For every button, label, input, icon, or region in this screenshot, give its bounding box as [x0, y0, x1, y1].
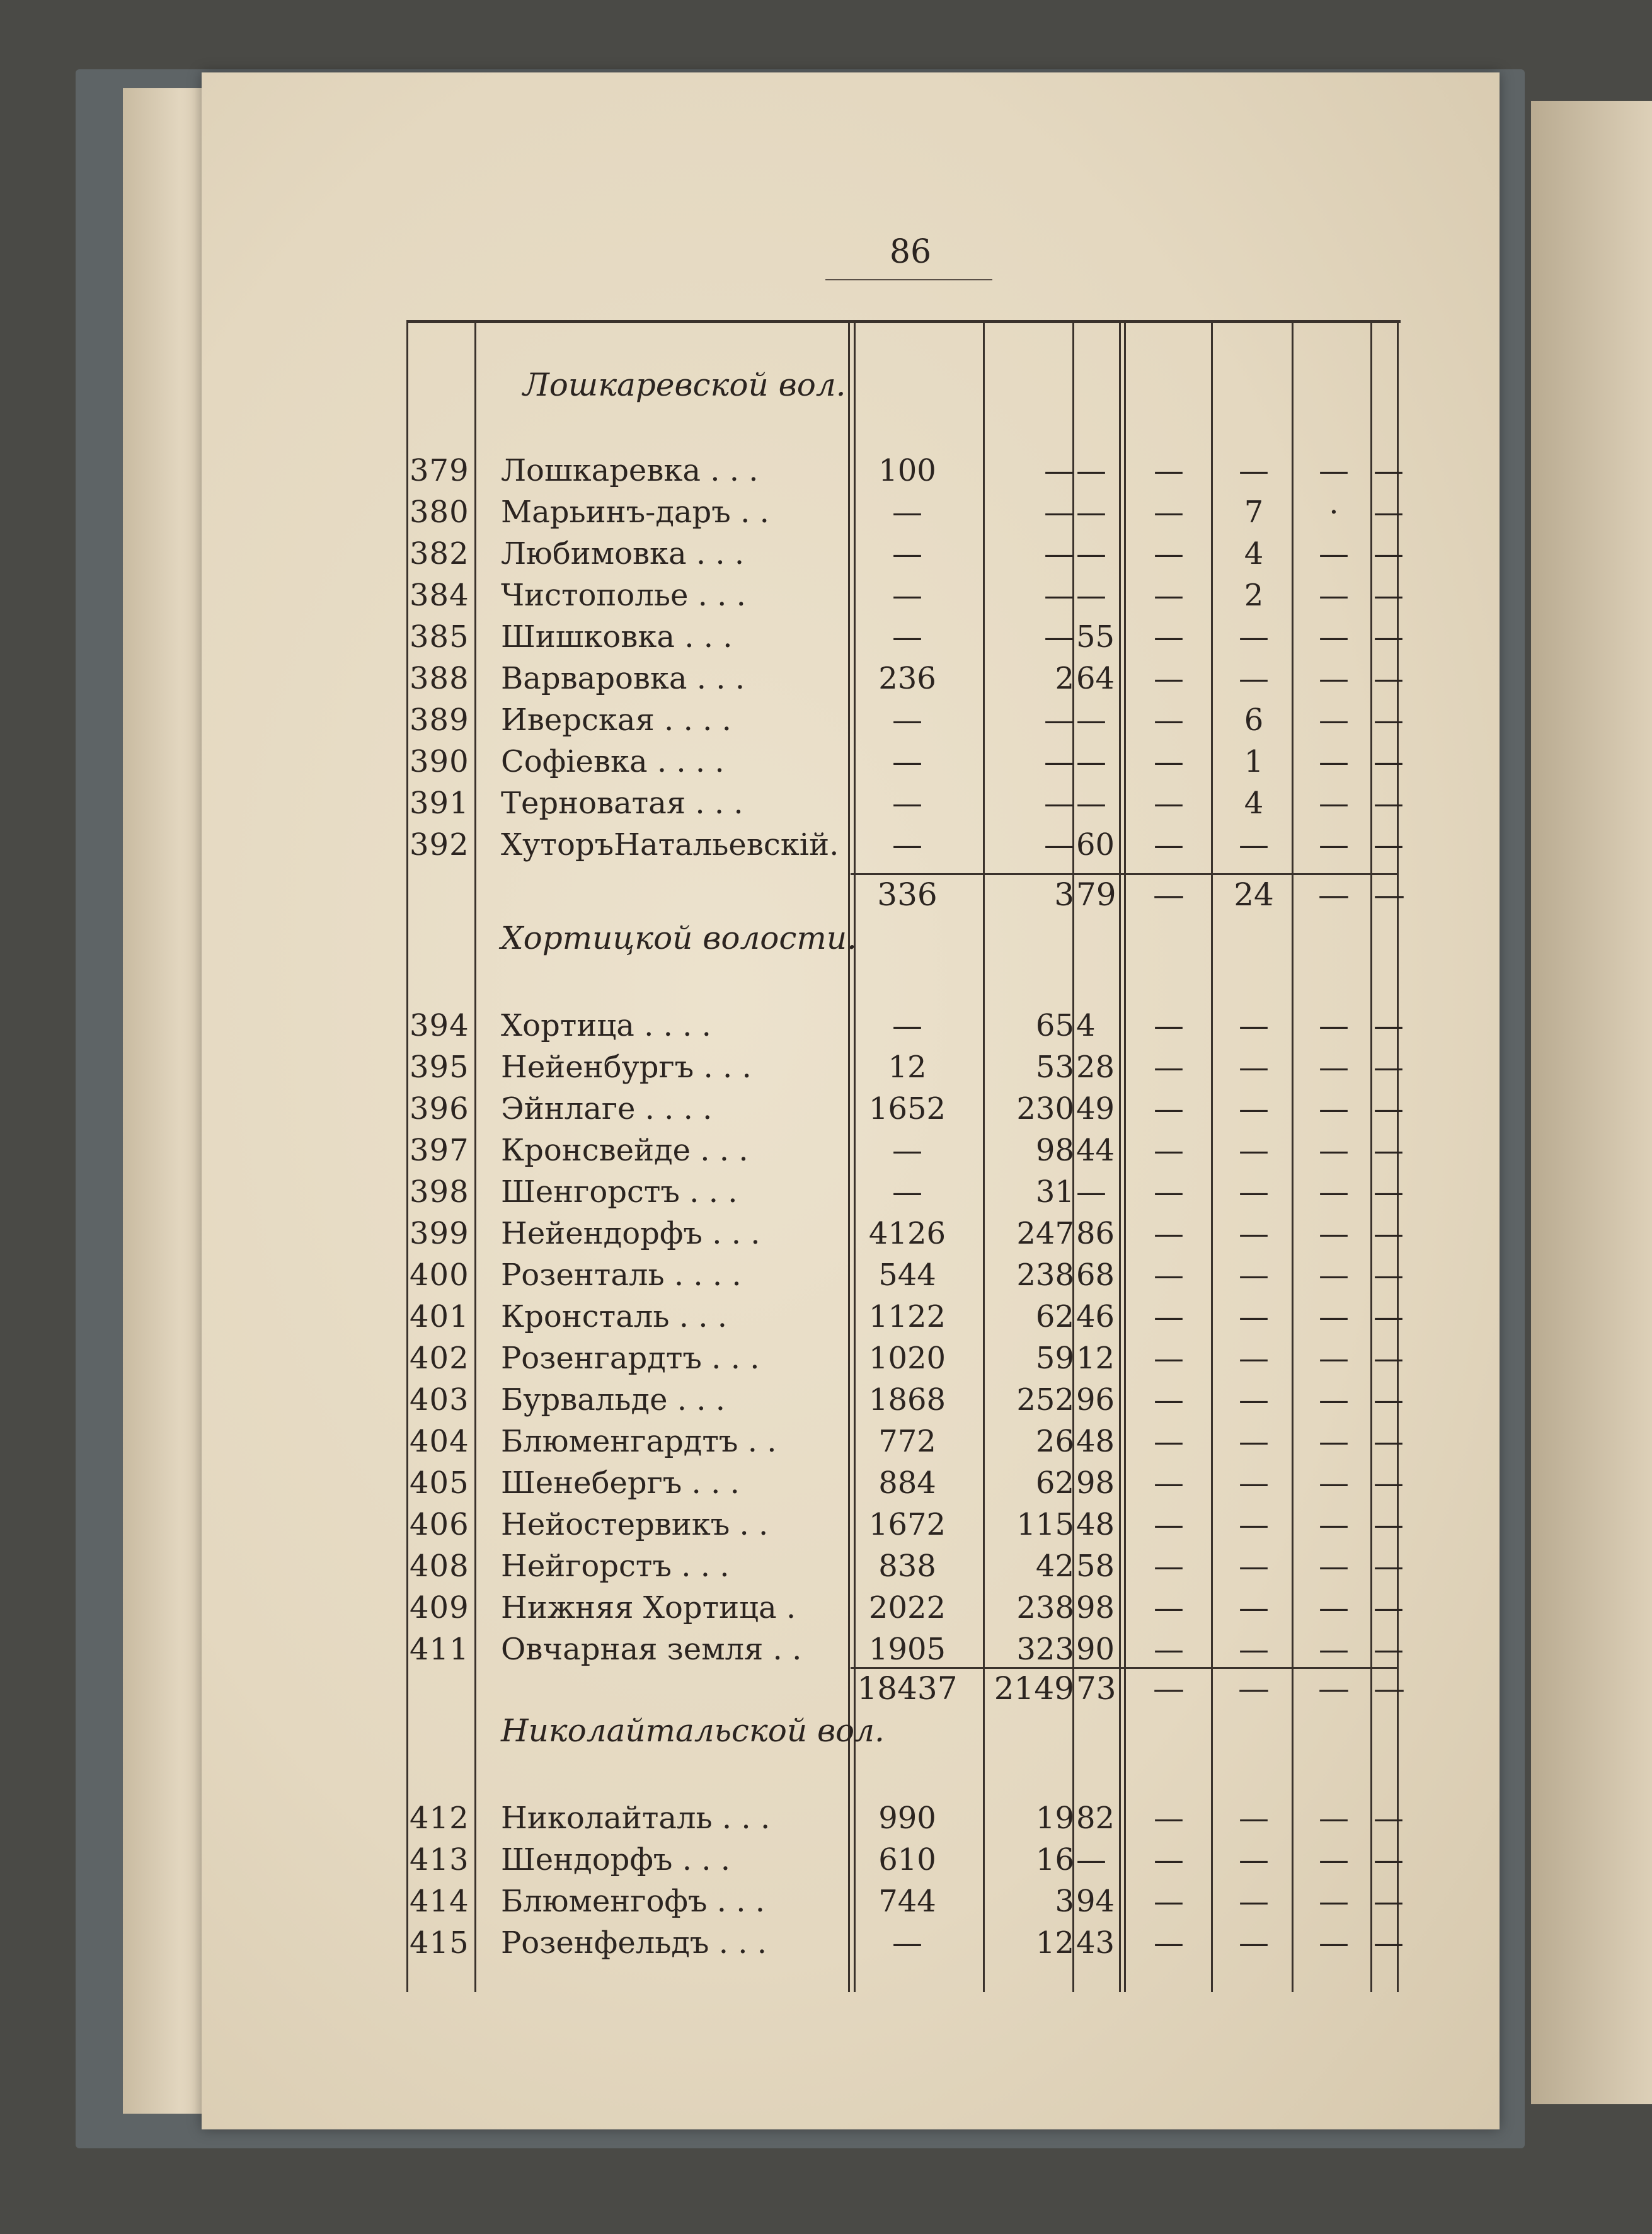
- cell-g: —: [1374, 1632, 1404, 1667]
- column-rule: [406, 323, 408, 1992]
- cell-a: —: [892, 495, 922, 530]
- cell-e: —: [1239, 1050, 1269, 1085]
- cell-d: —: [1154, 1884, 1184, 1919]
- cell-g: —: [1374, 619, 1404, 655]
- cell-e: 4: [1244, 536, 1264, 571]
- column-rule: [1211, 323, 1213, 1992]
- cell-g: —: [1374, 1590, 1404, 1625]
- cell-name: Николайталь . . .: [501, 1801, 771, 1836]
- cell-d: —: [1154, 827, 1184, 862]
- cell-num: 403: [410, 1382, 469, 1418]
- cell-b: 42: [1035, 1549, 1074, 1584]
- cell-name: Хортица . . . .: [501, 1008, 711, 1043]
- cell-f: —: [1319, 1341, 1349, 1376]
- cell-b: 252: [1016, 1382, 1074, 1418]
- cell-f: —: [1319, 1050, 1349, 1085]
- cell-d: —: [1154, 1549, 1184, 1584]
- cell-d: —: [1154, 495, 1184, 530]
- cell-b: 323: [1016, 1632, 1074, 1667]
- cell-a: 1868: [868, 1382, 946, 1418]
- total-cell-c: 73: [1076, 1670, 1116, 1707]
- cell-name: Варваровка . . .: [501, 661, 745, 696]
- total-cell-a: 18437: [857, 1670, 958, 1707]
- cell-g: —: [1374, 495, 1404, 530]
- cell-name: Шенгорстъ . . .: [501, 1174, 738, 1210]
- total-cell-d: —: [1153, 1670, 1185, 1707]
- cell-name: Софіевка . . . .: [501, 744, 725, 779]
- cell-d: —: [1154, 1299, 1184, 1334]
- total-cell-b: 3: [1054, 876, 1074, 913]
- cell-f: —: [1319, 1091, 1349, 1126]
- cell-e: 4: [1244, 786, 1264, 821]
- section-title: Лошкаревской вол.: [523, 367, 846, 403]
- cell-b: 53: [1035, 1050, 1074, 1085]
- cell-b: 31: [1035, 1174, 1074, 1210]
- cell-name: Овчарная земля . .: [501, 1632, 802, 1667]
- cell-num: 382: [410, 536, 469, 571]
- cell-a: —: [892, 1174, 922, 1210]
- cell-g: —: [1374, 453, 1404, 488]
- cell-c: 86: [1076, 1216, 1115, 1251]
- total-cell-g: —: [1374, 1670, 1405, 1707]
- page-number-rule: [825, 279, 992, 280]
- cell-a: —: [892, 619, 922, 655]
- cell-name: Терноватая . . .: [501, 786, 743, 821]
- cell-e: —: [1239, 1216, 1269, 1251]
- cell-d: —: [1154, 453, 1184, 488]
- cell-e: —: [1239, 661, 1269, 696]
- cell-g: —: [1374, 1884, 1404, 1919]
- cell-num: 406: [410, 1507, 469, 1542]
- cell-a: 1020: [868, 1341, 946, 1376]
- cell-num: 414: [410, 1884, 469, 1919]
- cell-b: 19: [1035, 1801, 1074, 1836]
- cell-d: —: [1154, 1842, 1184, 1877]
- cell-g: —: [1374, 827, 1404, 862]
- cell-num: 395: [410, 1050, 469, 1085]
- cell-num: 384: [410, 578, 469, 613]
- cell-c: —: [1076, 536, 1106, 571]
- cell-f: —: [1319, 619, 1349, 655]
- cell-e: —: [1239, 619, 1269, 655]
- cell-f: —: [1319, 578, 1349, 613]
- cell-f: —: [1319, 1632, 1349, 1667]
- cell-e: —: [1239, 1590, 1269, 1625]
- cell-b: —: [1044, 619, 1074, 655]
- cell-c: 48: [1076, 1507, 1115, 1542]
- cell-d: —: [1154, 1133, 1184, 1168]
- cell-c: 49: [1076, 1091, 1115, 1126]
- cell-num: 400: [410, 1257, 469, 1293]
- cell-c: 64: [1076, 661, 1115, 696]
- cell-num: 404: [410, 1424, 469, 1459]
- cell-name: Розенфельдъ . . .: [501, 1925, 767, 1961]
- cell-c: 98: [1076, 1590, 1115, 1625]
- cell-d: —: [1154, 578, 1184, 613]
- cell-b: —: [1044, 744, 1074, 779]
- cell-num: 412: [410, 1801, 469, 1836]
- cell-num: 409: [410, 1590, 469, 1625]
- cell-d: —: [1154, 1216, 1184, 1251]
- cell-b: —: [1044, 536, 1074, 571]
- section-title: Николайтальской вол.: [501, 1712, 885, 1749]
- cell-a: —: [892, 702, 922, 738]
- cell-a: 1652: [868, 1091, 946, 1126]
- cell-e: —: [1239, 1133, 1269, 1168]
- cell-c: —: [1076, 744, 1106, 779]
- cell-e: —: [1239, 453, 1269, 488]
- cell-f: —: [1319, 1424, 1349, 1459]
- cell-b: —: [1044, 495, 1074, 530]
- total-cell-e: —: [1238, 1670, 1270, 1707]
- cell-g: —: [1374, 1925, 1404, 1961]
- cell-name: Марьинъ-даръ . .: [501, 495, 769, 530]
- cell-e: —: [1239, 1382, 1269, 1418]
- cell-g: —: [1374, 578, 1404, 613]
- cell-e: 6: [1244, 702, 1264, 738]
- cell-b: 16: [1035, 1842, 1074, 1877]
- total-cell-c: 79: [1076, 876, 1116, 913]
- cell-e: 7: [1244, 495, 1264, 530]
- cell-name: Нейендорфъ . . .: [501, 1216, 760, 1251]
- cell-c: 90: [1076, 1632, 1115, 1667]
- total-cell-e: 24: [1234, 876, 1274, 913]
- column-rule: [1292, 323, 1293, 1992]
- cell-num: 388: [410, 661, 469, 696]
- cell-f: —: [1319, 786, 1349, 821]
- cell-b: —: [1044, 702, 1074, 738]
- cell-f: —: [1319, 1507, 1349, 1542]
- cell-c: 48: [1076, 1424, 1115, 1459]
- cell-g: —: [1374, 1216, 1404, 1251]
- cell-e: —: [1239, 1465, 1269, 1501]
- cell-b: 98: [1035, 1133, 1074, 1168]
- cell-f: —: [1319, 1299, 1349, 1334]
- cell-a: 544: [878, 1257, 936, 1293]
- cell-c: 44: [1076, 1133, 1115, 1168]
- cell-num: 397: [410, 1133, 469, 1168]
- cell-f: —: [1319, 1549, 1349, 1584]
- cell-a: —: [892, 536, 922, 571]
- cell-num: 380: [410, 495, 469, 530]
- column-rule: [983, 323, 985, 1992]
- cell-g: —: [1374, 1549, 1404, 1584]
- cell-e: —: [1239, 1341, 1269, 1376]
- page-number: 86: [889, 233, 932, 271]
- cell-e: —: [1239, 1801, 1269, 1836]
- cell-c: 46: [1076, 1299, 1115, 1334]
- cell-g: —: [1374, 1091, 1404, 1126]
- cell-f: —: [1319, 1257, 1349, 1293]
- cell-f: —: [1319, 827, 1349, 862]
- cell-g: —: [1374, 1050, 1404, 1085]
- cell-f: ·: [1329, 495, 1339, 530]
- cell-num: 379: [410, 453, 469, 488]
- cell-g: —: [1374, 536, 1404, 571]
- cell-e: —: [1239, 1424, 1269, 1459]
- cell-c: 98: [1076, 1465, 1115, 1501]
- cell-c: 82: [1076, 1801, 1115, 1836]
- cell-f: —: [1319, 1590, 1349, 1625]
- cell-e: —: [1239, 1632, 1269, 1667]
- cell-name: Бурвальде . . .: [501, 1382, 726, 1418]
- cell-c: —: [1076, 786, 1106, 821]
- cell-b: 12: [1035, 1925, 1074, 1961]
- cell-b: 3: [1055, 1884, 1074, 1919]
- cell-num: 408: [410, 1549, 469, 1584]
- cell-b: 62: [1035, 1465, 1074, 1501]
- cell-g: —: [1374, 1133, 1404, 1168]
- cell-num: 415: [410, 1925, 469, 1961]
- cell-num: 394: [410, 1008, 469, 1043]
- cell-d: —: [1154, 1465, 1184, 1501]
- cell-c: 43: [1076, 1925, 1115, 1961]
- cell-name: Блюменгофъ . . .: [501, 1884, 765, 1919]
- cell-g: —: [1374, 702, 1404, 738]
- cell-d: —: [1154, 661, 1184, 696]
- cell-name: Любимовка . . .: [501, 536, 745, 571]
- cell-f: —: [1319, 1382, 1349, 1418]
- cell-num: 411: [410, 1632, 469, 1667]
- cell-a: —: [892, 578, 922, 613]
- cell-g: —: [1374, 1341, 1404, 1376]
- cell-a: 744: [878, 1884, 936, 1919]
- cell-c: 55: [1076, 619, 1115, 655]
- cell-f: —: [1319, 1801, 1349, 1836]
- cell-b: 62: [1035, 1299, 1074, 1334]
- cell-g: —: [1374, 1299, 1404, 1334]
- cell-d: —: [1154, 1590, 1184, 1625]
- cell-a: —: [892, 827, 922, 862]
- cell-f: —: [1319, 744, 1349, 779]
- cell-f: —: [1319, 1842, 1349, 1877]
- cell-b: 26: [1035, 1424, 1074, 1459]
- cell-d: —: [1154, 1382, 1184, 1418]
- cell-d: —: [1154, 1632, 1184, 1667]
- cell-d: —: [1154, 1050, 1184, 1085]
- table-top-rule: [406, 320, 1401, 323]
- cell-a: 4126: [868, 1216, 946, 1251]
- cell-a: 100: [878, 453, 936, 488]
- cell-num: 392: [410, 827, 469, 862]
- cell-d: —: [1154, 1801, 1184, 1836]
- cell-b: 59: [1035, 1341, 1074, 1376]
- cell-c: 58: [1076, 1549, 1115, 1584]
- total-cell-d: —: [1153, 876, 1185, 913]
- cell-e: —: [1239, 1507, 1269, 1542]
- column-rule: [1124, 323, 1126, 1992]
- cell-c: —: [1076, 453, 1106, 488]
- cell-g: —: [1374, 1465, 1404, 1501]
- total-cell-b: 2149: [994, 1670, 1074, 1707]
- cell-a: 838: [878, 1549, 936, 1584]
- cell-d: —: [1154, 1257, 1184, 1293]
- cell-num: 402: [410, 1341, 469, 1376]
- cell-c: 94: [1076, 1884, 1115, 1919]
- cell-a: 1122: [868, 1299, 946, 1334]
- cell-name: Шендорфъ . . .: [501, 1842, 731, 1877]
- cell-name: Лошкаревка . . .: [501, 453, 759, 488]
- cell-g: —: [1374, 1842, 1404, 1877]
- cell-g: —: [1374, 1257, 1404, 1293]
- cell-a: —: [892, 1133, 922, 1168]
- cell-f: —: [1319, 536, 1349, 571]
- cell-b: —: [1044, 453, 1074, 488]
- cell-name: Иверская . . . .: [501, 702, 731, 738]
- cell-a: 236: [878, 661, 936, 696]
- cell-d: —: [1154, 1174, 1184, 1210]
- cell-d: —: [1154, 1925, 1184, 1961]
- cell-name: Розенгардтъ . . .: [501, 1341, 760, 1376]
- cell-f: —: [1319, 1133, 1349, 1168]
- cell-c: —: [1076, 1842, 1106, 1877]
- cell-b: 115: [1016, 1507, 1074, 1542]
- cell-name: ХуторъНатальевскій.: [501, 827, 839, 862]
- cell-name: Кронсталь . . .: [501, 1299, 727, 1334]
- cell-name: Нейгорстъ . . .: [501, 1549, 730, 1584]
- cell-name: Эйнлаге . . . .: [501, 1091, 713, 1126]
- cell-name: Нейенбургъ . . .: [501, 1050, 752, 1085]
- cell-b: 247: [1016, 1216, 1074, 1251]
- cell-g: —: [1374, 1174, 1404, 1210]
- cell-d: —: [1154, 1008, 1184, 1043]
- cell-e: 2: [1244, 578, 1264, 613]
- cell-a: 1905: [868, 1632, 946, 1667]
- cell-e: —: [1239, 1091, 1269, 1126]
- cell-g: —: [1374, 744, 1404, 779]
- total-cell-f: —: [1318, 1670, 1350, 1707]
- cell-g: —: [1374, 661, 1404, 696]
- cell-c: —: [1076, 1174, 1106, 1210]
- cell-name: Кронсвейде . . .: [501, 1133, 749, 1168]
- cell-d: —: [1154, 1091, 1184, 1126]
- cell-e: —: [1239, 1299, 1269, 1334]
- cell-b: —: [1044, 827, 1074, 862]
- cell-d: —: [1154, 786, 1184, 821]
- cell-g: —: [1374, 786, 1404, 821]
- cell-g: —: [1374, 1801, 1404, 1836]
- cell-e: —: [1239, 1884, 1269, 1919]
- cell-e: —: [1239, 1549, 1269, 1584]
- cell-num: 401: [410, 1299, 469, 1334]
- cell-e: —: [1239, 1257, 1269, 1293]
- cell-e: —: [1239, 1008, 1269, 1043]
- cell-a: 884: [878, 1465, 936, 1501]
- cell-e: —: [1239, 827, 1269, 862]
- cell-f: —: [1319, 1925, 1349, 1961]
- cell-num: 398: [410, 1174, 469, 1210]
- cell-f: —: [1319, 1174, 1349, 1210]
- cell-g: —: [1374, 1507, 1404, 1542]
- cell-c: —: [1076, 578, 1106, 613]
- cell-e: —: [1239, 1842, 1269, 1877]
- cell-b: 65: [1035, 1008, 1074, 1043]
- cell-name: Чистополье . . .: [501, 578, 746, 613]
- cell-num: 391: [410, 786, 469, 821]
- cell-c: 12: [1076, 1341, 1115, 1376]
- cell-name: Нейостервикъ . .: [501, 1507, 769, 1542]
- cell-b: 238: [1016, 1257, 1074, 1293]
- cell-name: Шенебергъ . . .: [501, 1465, 740, 1501]
- cell-d: —: [1154, 1507, 1184, 1542]
- cell-e: 1: [1244, 744, 1264, 779]
- cell-f: —: [1319, 661, 1349, 696]
- cell-num: 385: [410, 619, 469, 655]
- cell-d: —: [1154, 536, 1184, 571]
- cell-c: 60: [1076, 827, 1115, 862]
- total-cell-f: —: [1318, 876, 1350, 913]
- cell-c: 28: [1076, 1050, 1115, 1085]
- cell-b: 238: [1016, 1590, 1074, 1625]
- cell-a: 1672: [868, 1507, 946, 1542]
- cell-f: —: [1319, 1216, 1349, 1251]
- cell-b: 230: [1016, 1091, 1074, 1126]
- cell-e: —: [1239, 1174, 1269, 1210]
- cell-num: 389: [410, 702, 469, 738]
- cell-name: Шишковка . . .: [501, 619, 733, 655]
- cell-name: Блюменгардтъ . .: [501, 1424, 777, 1459]
- cell-b: —: [1044, 786, 1074, 821]
- cell-a: —: [892, 744, 922, 779]
- cell-g: —: [1374, 1382, 1404, 1418]
- cell-c: 4: [1076, 1008, 1096, 1043]
- cell-num: 413: [410, 1842, 469, 1877]
- total-cell-a: 336: [877, 876, 938, 913]
- cell-e: —: [1239, 1925, 1269, 1961]
- cell-f: —: [1319, 1884, 1349, 1919]
- cell-d: —: [1154, 744, 1184, 779]
- cell-name: Нижняя Хортица .: [501, 1590, 796, 1625]
- cell-a: 2022: [868, 1590, 946, 1625]
- cell-a: 990: [878, 1801, 936, 1836]
- cell-a: 772: [878, 1424, 936, 1459]
- cell-a: 12: [888, 1050, 927, 1085]
- cell-num: 390: [410, 744, 469, 779]
- cell-f: —: [1319, 702, 1349, 738]
- cell-name: Розенталь . . . .: [501, 1257, 742, 1293]
- cell-g: —: [1374, 1008, 1404, 1043]
- cell-a: —: [892, 786, 922, 821]
- cell-a: 610: [878, 1842, 936, 1877]
- cell-b: 2: [1055, 661, 1074, 696]
- cell-c: 68: [1076, 1257, 1115, 1293]
- cell-d: —: [1154, 1424, 1184, 1459]
- cell-c: —: [1076, 495, 1106, 530]
- total-cell-g: —: [1374, 876, 1405, 913]
- cell-c: —: [1076, 702, 1106, 738]
- cell-d: —: [1154, 619, 1184, 655]
- section-title: Хортицкой волости.: [501, 920, 857, 956]
- cell-a: —: [892, 1925, 922, 1961]
- cell-g: —: [1374, 1424, 1404, 1459]
- cell-f: —: [1319, 453, 1349, 488]
- cell-f: —: [1319, 1008, 1349, 1043]
- cell-a: —: [892, 1008, 922, 1043]
- cell-b: —: [1044, 578, 1074, 613]
- cell-d: —: [1154, 1341, 1184, 1376]
- cell-d: —: [1154, 702, 1184, 738]
- facing-page-edge: [1531, 101, 1652, 2104]
- cell-f: —: [1319, 1465, 1349, 1501]
- cell-num: 396: [410, 1091, 469, 1126]
- cell-num: 399: [410, 1216, 469, 1251]
- cell-num: 405: [410, 1465, 469, 1501]
- cell-c: 96: [1076, 1382, 1115, 1418]
